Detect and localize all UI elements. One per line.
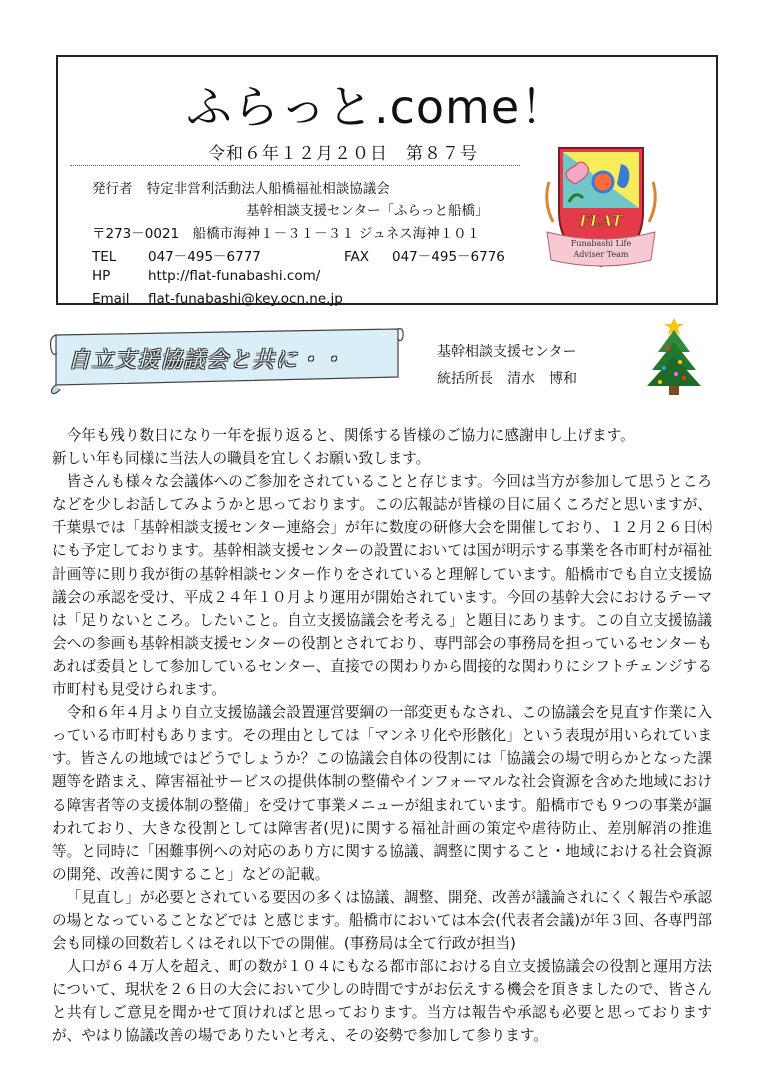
publisher-name: 特定非営利活動法人船橋福祉相談協議会 xyxy=(146,181,390,197)
issue-date: 令和６年１２月２０日 第８７号 xyxy=(208,144,478,164)
publisher-line xyxy=(92,177,390,197)
center-name: 基幹相談支援センター「ふらっと船橋」 xyxy=(246,203,489,219)
logo-name: FLAT xyxy=(579,212,623,230)
paragraph: 今年も残り数日になり一年を振り返ると、関係する皆様のご協力に感謝申し上げます。 xyxy=(66,427,635,444)
paragraph: 新しい年も同様に当法人の職員を宜しくお願い致します。 xyxy=(52,450,431,468)
email-label: Email xyxy=(92,291,130,307)
phone-line xyxy=(92,245,505,265)
hp-label: HP xyxy=(92,268,111,284)
masthead xyxy=(56,55,718,305)
christmas-tree-icon xyxy=(646,318,702,396)
publisher-label: 発行者 xyxy=(92,181,133,197)
paragraph: 人口が６４万人を超え、町の数が１０４にもなる都市部における自立支援協議会の役割と運用方法について、現状を２６日の大会において少しの時間ですがお伝えする機会を頂きましたので、皆さんと共有しご意見を聞かせて頂ければと思っております。当方は報告や承認も必要と思っておりますが、やはり協議改善の場でありたいと考え、その姿勢で参加して参ります。 xyxy=(52,958,712,1045)
paragraph: 令和６年４月より自立支援協議会設置運営要綱の一部変更もなされ、この協議会を見直す作業に入っている市町村もあります。その理由としては「マンネリ化や形骸化」という表現が用いられています。皆さんの地域ではどうでしょうか？この協議会自体の役割には「協議会の場で明らかとなった課題等を踏まえ、障害福祉サービスの提供体制の整備やインフォーマルな社会資源を含めた地域における障害者等の支援体制の整備」を受けて事業メニューが組まれています。船橋市でも９つの事業が謳われており、大きな役割としては障害者(児)に関する福祉計画の策定や虐待防止、差別解消の推進等。と同時に「困難事例への対応のあり方に関する協議、調整に関すること・地域における社会資源の開発、改善に関すること」などの記載。 xyxy=(52,704,712,883)
divider xyxy=(70,165,520,166)
author-org: 基幹相談支援センター xyxy=(437,344,577,360)
paragraph: 「見直し」が必要とされている要因の多くは協議、調整、開発、改善が議論されにくく報告や承認の場となっていることなどでは と感じます。船橋市においては本会(代表者会議)が年３回、各専門部会も同様の回数若しくはそれ以下での開催。(事務局は全て行政が担当) xyxy=(52,888,712,953)
author-name: 統括所長 清水 博和 xyxy=(437,371,577,387)
newsletter-title: ふらっと.come！ xyxy=(186,80,568,134)
logo-line1: Funabashi Life xyxy=(570,239,632,248)
email-line xyxy=(92,291,343,307)
fax-label: FAX xyxy=(344,249,370,265)
fax-number: 047－495－6776 xyxy=(392,249,505,265)
tel-number: 047－495－6777 xyxy=(148,249,261,265)
hp-line xyxy=(92,268,320,284)
article-heading: 自立支援協議会と共に・・ xyxy=(68,348,345,373)
address: 〒273－0021 船橋市海神１－３１－３１ ジュネス海神１０１ xyxy=(92,226,481,242)
hp-url[interactable]: http://flat-funabashi.com/ xyxy=(148,268,321,284)
paragraph: 皆さんも様々な会議体へのご参加をされていることと存じます。今回は当方が参加して思うところなどを少しお話してみようかと思っております。この広報誌が皆様の目に届くころだと思いますが、千葉県では「基幹相談支援センター連絡会」が年に数度の研修大会を開催しており、１２月２６日㈭にも予定しております。基幹相談支援センターの設置においては国が明示する事業を各市町村が福祉計画等に則り我が街の基幹相談センター作りをされていると理解しています。船橋市でも自立支援協議会の承認を受け、平成２４年１０月より運用が開始されています。今回の基幹大会におけるテーマは「足りないところ。したいこと。自立支援協議会を考える」と題目にあります。この自立支援協議会への参画も基幹相談支援センターの役割とされており、専門部会の事務局を担っているセンターもあれば委員として参加しているセンター、直接での関わりから間接的な関わりにシフトチェンジする市町村も見受けられます。 xyxy=(52,473,712,699)
logo-line2: Adviser Team xyxy=(573,250,629,259)
email-address[interactable]: flat-funabashi@key.ocn.ne.jp xyxy=(148,291,343,307)
article-body xyxy=(52,424,712,1048)
tel-label: TEL xyxy=(92,249,117,265)
flat-logo xyxy=(541,142,661,272)
